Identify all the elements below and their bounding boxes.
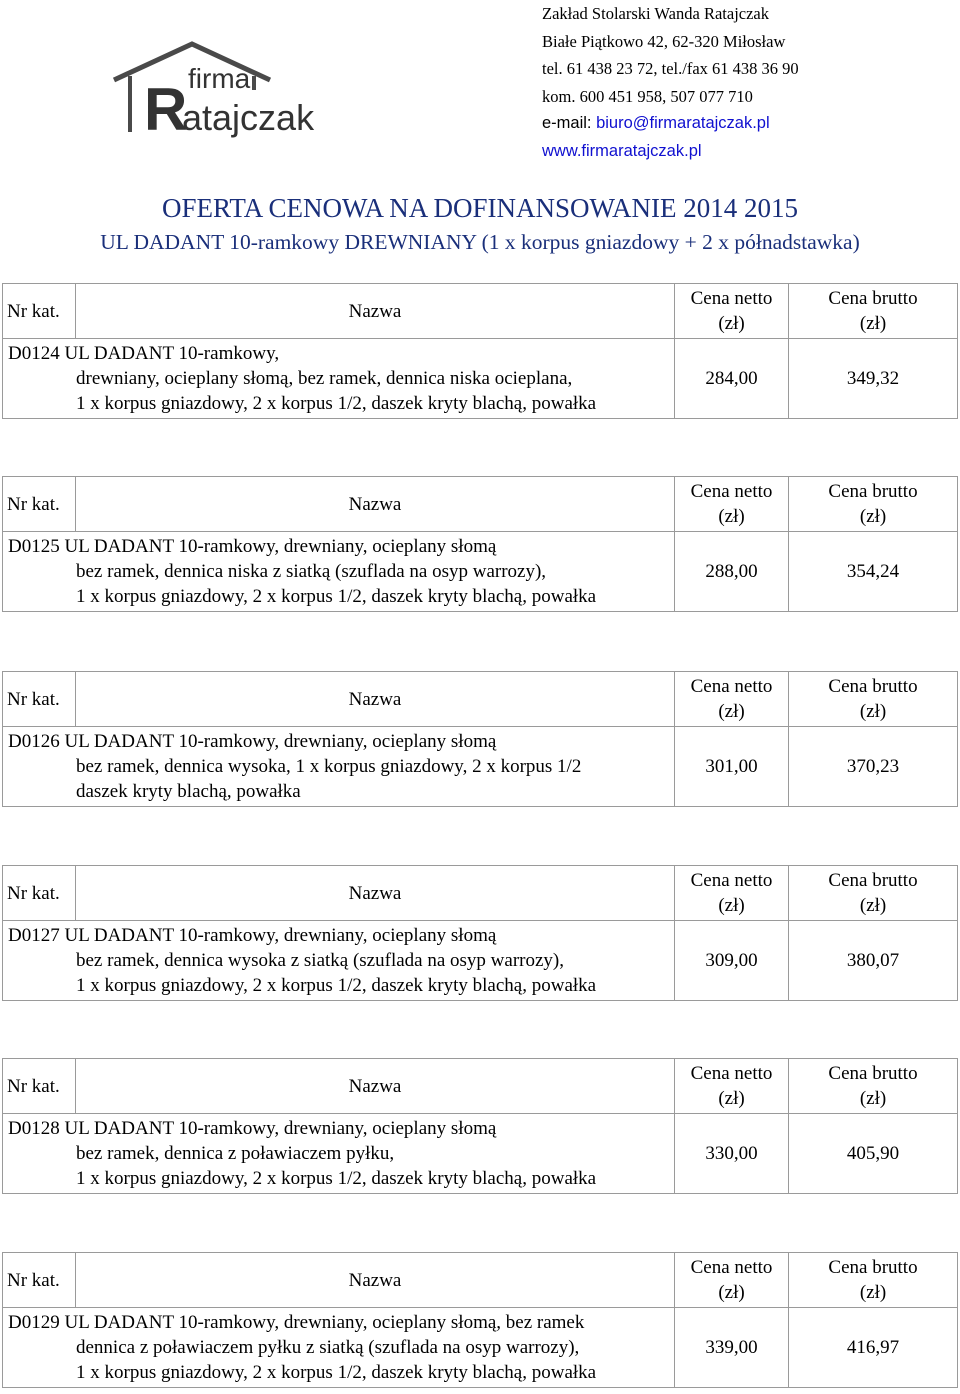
- price-brutto: 354,24: [789, 532, 958, 612]
- product-line-1-text: UL DADANT 10-ramkowy, drewniany, ocieplany słomą: [64, 1118, 497, 1139]
- header-code: Nr kat.: [3, 284, 76, 339]
- price-netto: 309,00: [675, 921, 789, 1001]
- header-brutto: [789, 866, 958, 921]
- table-row: [3, 532, 958, 612]
- company-address: Białe Piątkowo 42, 62-320 Miłosław: [542, 31, 786, 51]
- header-netto: [675, 672, 789, 727]
- header-netto: [675, 866, 789, 921]
- header-netto-label: Cena netto: [690, 870, 773, 891]
- table-header-row: [3, 1253, 958, 1308]
- header-brutto-unit: (zł): [859, 313, 887, 334]
- header-netto-unit: (zł): [718, 1282, 745, 1303]
- product-line-3: 1 x korpus gniazdowy, 2 x korpus 1/2, daszek kryty blachą, powałka: [76, 586, 597, 607]
- table-row: [3, 1308, 958, 1388]
- product-description: [3, 1308, 675, 1388]
- product-code: D0127: [8, 925, 60, 946]
- price-netto: 301,00: [675, 727, 789, 807]
- price-netto: 330,00: [675, 1114, 789, 1194]
- header-name: Nazwa: [76, 1253, 675, 1308]
- product-line-1: [8, 1116, 670, 1141]
- website-link[interactable]: www.firmaratajczak.pl: [542, 141, 702, 160]
- product-description: [3, 532, 675, 612]
- price-brutto: 349,32: [789, 339, 958, 419]
- header-brutto-label: Cena brutto: [828, 676, 918, 697]
- header-name: Nazwa: [76, 284, 675, 339]
- product-table: [2, 1058, 958, 1194]
- header-brutto-label: Cena brutto: [828, 1063, 918, 1084]
- price-brutto: 380,07: [789, 921, 958, 1001]
- price-netto: 339,00: [675, 1308, 789, 1388]
- header-netto-unit: (zł): [718, 506, 745, 527]
- header-netto-unit: (zł): [718, 701, 745, 722]
- price-brutto: 405,90: [789, 1114, 958, 1194]
- product-table: [2, 865, 958, 1001]
- product-description: [3, 727, 675, 807]
- page-subtitle: UL DADANT 10-ramkowy DREWNIANY (1 x korpus gniazdowy + 2 x półnadstawka): [100, 230, 860, 254]
- company-mobile: kom. 600 451 958, 507 077 710: [542, 86, 753, 106]
- product-table: [2, 283, 958, 419]
- product-line-2: bez ramek, dennica wysoka z siatką (szuflada na osyp warrozy),: [76, 950, 564, 971]
- header-code: Nr kat.: [3, 672, 76, 727]
- header-brutto-label: Cena brutto: [828, 481, 918, 502]
- price-brutto: 416,97: [789, 1308, 958, 1388]
- header-netto-label: Cena netto: [690, 288, 773, 309]
- product-line-1-text: UL DADANT 10-ramkowy, drewniany, ocieplany słomą: [64, 925, 497, 946]
- header-brutto: [789, 1253, 958, 1308]
- header-name: Nazwa: [76, 866, 675, 921]
- table-row: [3, 339, 958, 419]
- company-phone: tel. 61 438 23 72, tel./fax 61 438 36 90: [542, 59, 799, 78]
- company-contact: [542, 0, 799, 165]
- product-code: D0124: [8, 343, 60, 364]
- company-email-line: [542, 110, 799, 138]
- logo-initial: R: [144, 76, 188, 140]
- product-table: [2, 671, 958, 807]
- product-line-1-text: UL DADANT 10-ramkowy, drewniany, ocieplany słomą: [64, 536, 497, 557]
- header-brutto-unit: (zł): [859, 895, 887, 916]
- table-row: [3, 727, 958, 807]
- product-line-2: drewniany, ocieplany słomą, bez ramek, dennica niska ocieplana,: [76, 368, 573, 389]
- email-label: e-mail:: [542, 114, 597, 132]
- header-netto-unit: (zł): [718, 1088, 745, 1109]
- product-table: [2, 1252, 958, 1388]
- product-line-1: [8, 341, 670, 366]
- header-netto: [675, 284, 789, 339]
- header-brutto-label: Cena brutto: [828, 1257, 918, 1278]
- price-netto: 284,00: [675, 339, 789, 419]
- product-description: [3, 1114, 675, 1194]
- header-brutto: [789, 477, 958, 532]
- header-netto: [675, 477, 789, 532]
- header-code: Nr kat.: [3, 1059, 76, 1114]
- product-line-2: bez ramek, dennica wysoka, 1 x korpus gniazdowy, 2 x korpus 1/2: [76, 756, 582, 777]
- header-code: Nr kat.: [3, 477, 76, 532]
- header-brutto-unit: (zł): [859, 701, 887, 722]
- product-line-2: dennica z poławiaczem pyłku z siatką (szuflada na osyp warrozy),: [76, 1337, 580, 1358]
- header-code: Nr kat.: [3, 1253, 76, 1308]
- product-table: [2, 476, 958, 612]
- product-description: [3, 339, 675, 419]
- product-line-1-text: UL DADANT 10-ramkowy, drewniany, ocieplany słomą: [64, 731, 497, 752]
- header-brutto-unit: (zł): [859, 1088, 887, 1109]
- header-brutto: [789, 284, 958, 339]
- product-line-2: bez ramek, dennica z poławiaczem pyłku,: [76, 1143, 395, 1164]
- header-name: Nazwa: [76, 672, 675, 727]
- table-header-row: [3, 866, 958, 921]
- price-brutto: 370,23: [789, 727, 958, 807]
- product-line-1: [8, 1310, 670, 1335]
- product-code: D0129: [8, 1312, 60, 1333]
- product-line-2: bez ramek, dennica niska z siatką (szuflada na osyp warrozy),: [76, 561, 547, 582]
- header-brutto-label: Cena brutto: [828, 288, 918, 309]
- table-row: [3, 1114, 958, 1194]
- table-header-row: [3, 477, 958, 532]
- product-line-1: [8, 534, 670, 559]
- product-description: [3, 921, 675, 1001]
- header-netto-unit: (zł): [718, 895, 745, 916]
- header-brutto-label: Cena brutto: [828, 870, 918, 891]
- header-name: Nazwa: [76, 1059, 675, 1114]
- header-netto-label: Cena netto: [690, 1063, 773, 1084]
- logo-text-firma: firma: [188, 63, 251, 94]
- product-line-1: [8, 729, 670, 754]
- header-name: Nazwa: [76, 477, 675, 532]
- table-header-row: [3, 1059, 958, 1114]
- email-link[interactable]: biuro@firmaratajczak.pl: [596, 114, 770, 132]
- header-code: Nr kat.: [3, 866, 76, 921]
- header-brutto: [789, 672, 958, 727]
- table-header-row: [3, 284, 958, 339]
- company-name: Zakład Stolarski Wanda Ratajczak: [542, 4, 769, 23]
- price-netto: 288,00: [675, 532, 789, 612]
- logo-text-rest: atajczak: [182, 97, 315, 138]
- page-title: OFERTA CENOWA NA DOFINANSOWANIE 2014 2015: [162, 193, 798, 223]
- header-brutto-unit: (zł): [859, 1282, 887, 1303]
- product-line-1: [8, 923, 670, 948]
- header-brutto-unit: (zł): [859, 506, 887, 527]
- product-code: D0128: [8, 1118, 60, 1139]
- header-netto: [675, 1253, 789, 1308]
- product-line-3: 1 x korpus gniazdowy, 2 x korpus 1/2, daszek kryty blachą, powałka: [76, 1168, 597, 1189]
- product-line-1-text: UL DADANT 10-ramkowy,: [64, 343, 280, 364]
- product-line-1-text: UL DADANT 10-ramkowy, drewniany, ocieplany słomą, bez ramek: [64, 1312, 585, 1333]
- header-netto-label: Cena netto: [690, 1257, 773, 1278]
- header-netto: [675, 1059, 789, 1114]
- product-line-3: 1 x korpus gniazdowy, 2 x korpus 1/2, daszek kryty blachą, powałka: [76, 393, 597, 414]
- header-netto-unit: (zł): [718, 313, 745, 334]
- product-line-3: 1 x korpus gniazdowy, 2 x korpus 1/2, daszek kryty blachą, powałka: [76, 975, 597, 996]
- header-netto-label: Cena netto: [690, 676, 773, 697]
- product-code: D0126: [8, 731, 60, 752]
- company-logo: [110, 40, 350, 140]
- product-code: D0125: [8, 536, 60, 557]
- product-line-3: 1 x korpus gniazdowy, 2 x korpus 1/2, daszek kryty blachą, powałka: [76, 1362, 597, 1383]
- header-brutto: [789, 1059, 958, 1114]
- table-row: [3, 921, 958, 1001]
- header-netto-label: Cena netto: [690, 481, 773, 502]
- table-header-row: [3, 672, 958, 727]
- product-line-3: daszek kryty blachą, powałka: [76, 781, 301, 802]
